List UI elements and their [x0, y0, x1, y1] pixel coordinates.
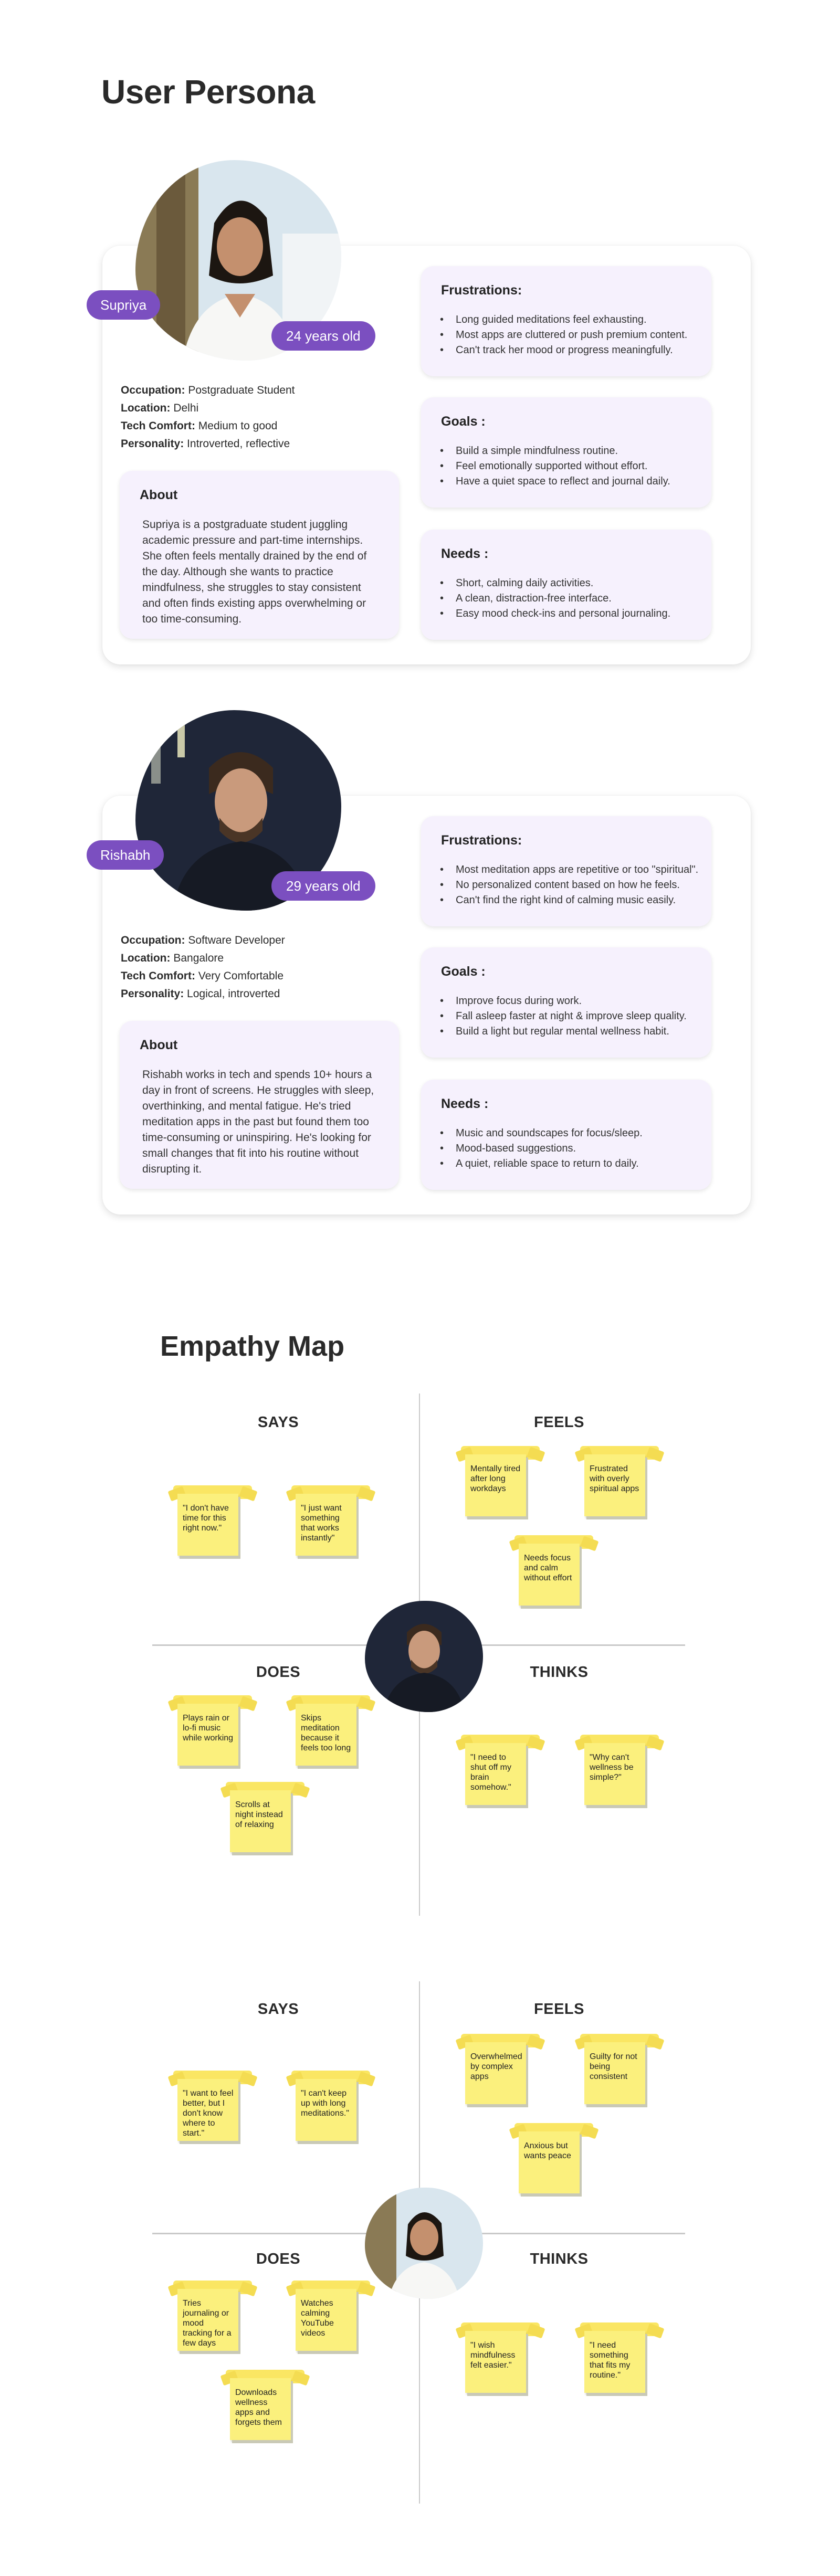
- sticky-note-thinks: "I wish mindfulness felt easier.": [461, 2322, 529, 2396]
- persona-info: [121, 382, 295, 453]
- sticky-note-feels: Overwhelmed by complex apps: [461, 2034, 529, 2107]
- list-item: • Improve focus during work.: [440, 994, 701, 1009]
- info-tech-comfort: Tech Comfort: Medium to good: [121, 420, 278, 432]
- quad-label-says: SAYS: [257, 1414, 299, 1431]
- list-item: • Long guided meditations feel exhausting.: [440, 312, 701, 328]
- info-location: Location: Bangalore: [121, 952, 224, 964]
- sticky-note-says: "I just want something that works instantly": [291, 1485, 360, 1559]
- list-item: • Easy mood check-ins and personal journaling.: [440, 606, 701, 621]
- info-occupation: Occupation: Postgraduate Student: [121, 384, 295, 396]
- info-location: Location: Delhi: [121, 402, 199, 414]
- quad-label-feels: FEELS: [534, 1414, 584, 1431]
- sticky-note-feels: Needs focus and calm without effort: [514, 1535, 583, 1609]
- list-item: • A clean, distraction-free interface.: [440, 591, 701, 606]
- quad-label-thinks: THINKS: [530, 1664, 589, 1681]
- list-item: • Mood-based suggestions.: [440, 1141, 701, 1156]
- quad-label-says: SAYS: [257, 2001, 299, 2018]
- list-item: • Build a light but regular mental wellness habit.: [440, 1024, 701, 1039]
- info-personality: Personality: Logical, introverted: [121, 988, 280, 1000]
- persona-avatar: [365, 2188, 483, 2299]
- persona-name-badge: Rishabh: [87, 840, 164, 870]
- about-title: About: [140, 1038, 178, 1052]
- frustrations-title: Frustrations:: [441, 833, 522, 848]
- list-item: • Most apps are cluttered or push premium content.: [440, 328, 701, 343]
- list-item: • Build a simple mindfulness routine.: [440, 444, 701, 459]
- goals-box: [421, 947, 711, 1058]
- about-text: Supriya is a postgraduate student juggling academic pressure and part-time internships. She often feels mentally drained by the end of the day. Although she wants to practice mindfulness, she struggles to stay consistent and often finds existing apps overwhelming or too time-consuming.: [142, 519, 367, 625]
- needs-box: [421, 1080, 711, 1190]
- sticky-note-says: "I don't have time for this right now.": [173, 1485, 242, 1559]
- list-item: • A quiet, reliable space to return to daily.: [440, 1156, 701, 1171]
- sticky-note-does: Scrolls at night instead of relaxing: [226, 1782, 294, 1855]
- list-item: • Can't track her mood or progress meaningfully.: [440, 343, 701, 358]
- sticky-note-does: Plays rain or lo-fi music while working: [173, 1695, 242, 1769]
- persona-age-badge: 24 years old: [271, 321, 375, 351]
- list-item: • No personalized content based on how he feels.: [440, 878, 701, 893]
- sticky-note-does: Skips meditation because it feels too long: [291, 1695, 360, 1769]
- needs-title: Needs :: [441, 546, 489, 561]
- persona-avatar: [365, 1601, 483, 1712]
- info-tech-comfort: Tech Comfort: Very Comfortable: [121, 970, 284, 982]
- list-item: • Short, calming daily activities.: [440, 576, 701, 591]
- sticky-note-does: Tries journaling or mood tracking for a few days: [173, 2281, 242, 2354]
- about-box: [120, 1021, 399, 1189]
- goals-title: Goals :: [441, 964, 486, 979]
- sticky-note-feels: Anxious but wants peace: [514, 2123, 583, 2197]
- info-occupation: Occupation: Software Developer: [121, 934, 285, 946]
- page-title: User Persona: [101, 73, 315, 111]
- frustrations-box: [421, 816, 711, 926]
- sticky-note-thinks: "I need to shut off my brain somehow.": [461, 1735, 529, 1808]
- sticky-note-thinks: "Why can't wellness be simple?": [580, 1735, 648, 1808]
- frustrations-box: [421, 266, 711, 376]
- about-box: [120, 471, 399, 639]
- persona-age-badge: 29 years old: [271, 871, 375, 901]
- needs-box: [421, 530, 711, 640]
- sticky-note-feels: Frustrated with overly spiritual apps: [580, 1446, 648, 1519]
- list-item: • Fall asleep faster at night & improve sleep quality.: [440, 1009, 701, 1024]
- goals-title: Goals :: [441, 414, 486, 429]
- quad-label-thinks: THINKS: [530, 2251, 589, 2267]
- persona-name-badge: Supriya: [87, 290, 160, 320]
- persona-info: [121, 932, 285, 1003]
- about-title: About: [140, 488, 178, 502]
- list-item: • Have a quiet space to reflect and journal daily.: [440, 474, 701, 489]
- sticky-note-thinks: "I need something that fits my routine.": [580, 2322, 648, 2396]
- sticky-note-says: "I want to feel better, but I don't know where to start.": [173, 2071, 242, 2144]
- info-personality: Personality: Introverted, reflective: [121, 438, 290, 450]
- goals-box: [421, 397, 711, 508]
- quad-label-does: DOES: [256, 2251, 301, 2267]
- sticky-note-feels: Mentally tired after long workdays: [461, 1446, 529, 1519]
- sticky-note-does: Watches calming YouTube videos: [291, 2281, 360, 2354]
- sticky-note-says: "I can't keep up with long meditations.": [291, 2071, 360, 2144]
- empathy-map-title: Empathy Map: [160, 1331, 345, 1362]
- list-item: • Feel emotionally supported without effort.: [440, 459, 701, 474]
- quad-label-feels: FEELS: [534, 2001, 584, 2018]
- quad-label-does: DOES: [256, 1664, 301, 1681]
- sticky-note-does: Downloads wellness apps and forgets them: [226, 2370, 294, 2443]
- sticky-note-feels: Guilty for not being consistent: [580, 2034, 648, 2107]
- list-item: • Can't find the right kind of calming music easily.: [440, 893, 701, 908]
- list-item: • Most meditation apps are repetitive or too "spiritual".: [440, 862, 701, 878]
- about-text: Rishabh works in tech and spends 10+ hours a day in front of screens. He struggles with sleep, overthinking, and mental fatigue. He's tried meditation apps in the past but found them too time-consuming or uninspiring. He's looking for small changes that fit into his routine without disrupting it.: [142, 1069, 374, 1175]
- frustrations-title: Frustrations:: [441, 283, 522, 298]
- list-item: • Music and soundscapes for focus/sleep.: [440, 1126, 701, 1141]
- needs-title: Needs :: [441, 1096, 489, 1111]
